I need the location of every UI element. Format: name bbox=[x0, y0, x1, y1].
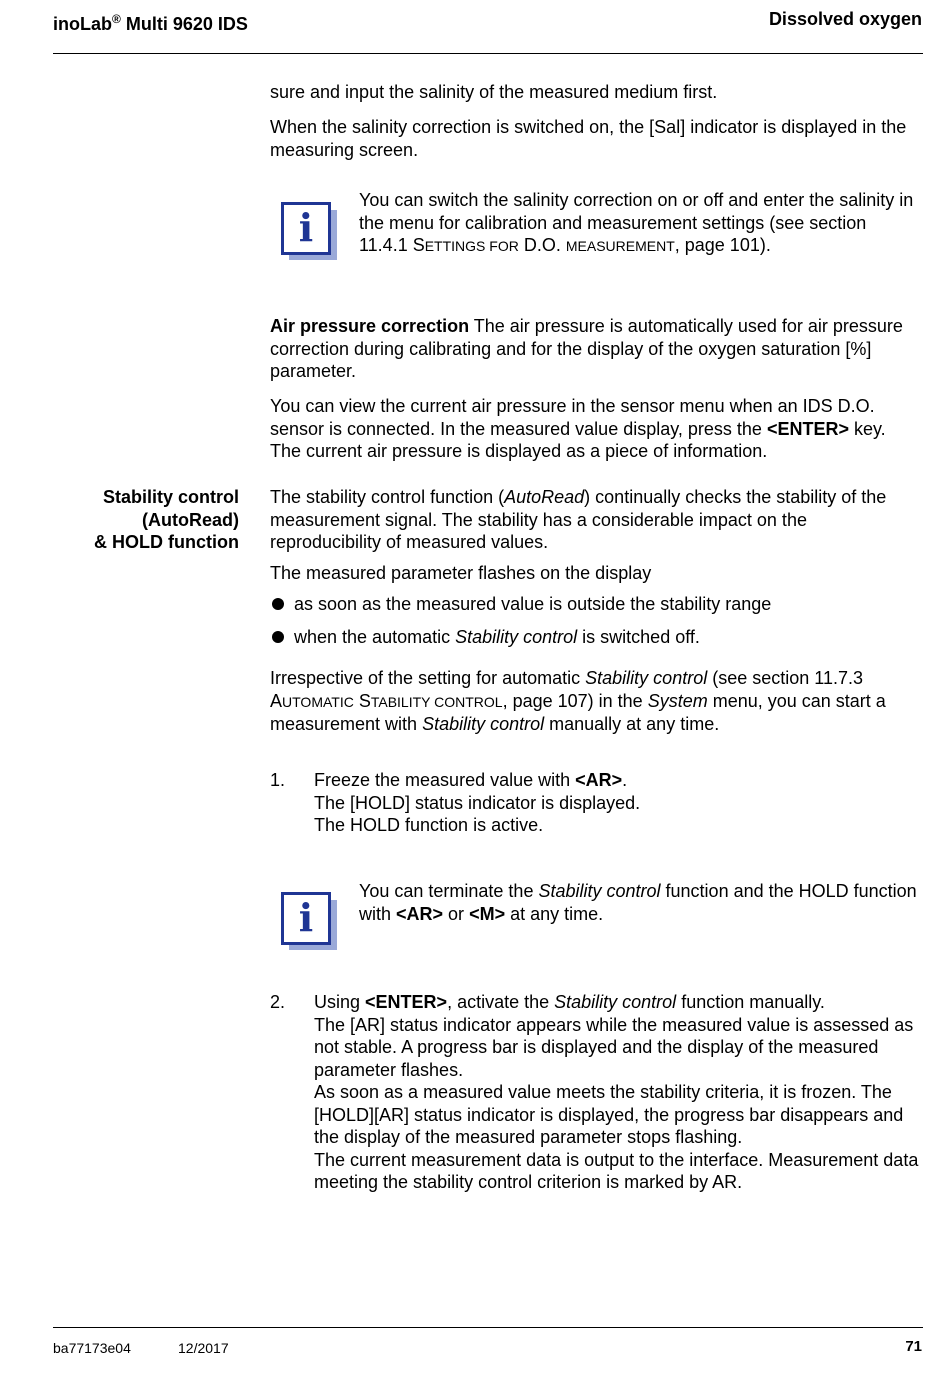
salinity-paragraph-1: sure and input the salinity of the measured medium first. bbox=[270, 82, 718, 102]
step-1-text: Freeze the measured value with <AR>. The [HOLD] status indicator is displayed. The HOLD function is active. bbox=[314, 770, 641, 835]
footer-rule bbox=[53, 1327, 923, 1328]
stability-side-heading: Stability control (AutoRead) & HOLD function bbox=[94, 487, 239, 552]
air-pressure-paragraph-2: You can view the current air pressure in the sensor menu when an IDS D.O. sensor is connected. In the measured value display, press the <ENTER> key. The current air pressure is displayed as a piece of information. bbox=[270, 396, 886, 461]
stability-bullet-2: when the automatic Stability control is switched off. bbox=[294, 627, 700, 647]
air-pressure-paragraph-1: Air pressure correction The air pressure is automatically used for air pressure correction during calibrating and for the display of the oxygen saturation [%] parameter. bbox=[270, 316, 903, 381]
stability-paragraph-1: The stability control function (AutoRead) continually checks the stability of the measurement signal. The stability has a considerable impact on the reproducibility of measured values. bbox=[270, 487, 887, 552]
step-2-number: 2. bbox=[270, 992, 286, 1012]
info-icon: i bbox=[281, 892, 337, 950]
footer-date: 12/2017 bbox=[178, 1340, 229, 1356]
salinity-paragraph-2: When the salinity correction is switched on, the [Sal] indicator is displayed in the measuring screen. bbox=[270, 117, 907, 160]
stability-paragraph-3: Irrespective of the setting for automatic Stability control (see section 11.7.3 AUTOMATIC STABILITY CONTROL, page 107) in the System menu, you can start a measurement with Stability control manually at any time. bbox=[270, 668, 886, 734]
stability-bullet-1: as soon as the measured value is outside the stability range bbox=[294, 594, 772, 614]
step-1-number: 1. bbox=[270, 770, 286, 790]
salinity-info-note: You can switch the salinity correction on or off and enter the salinity in the menu for calibration and measurement settings (see section 11.4.1 SETTINGS FOR D.O. MEASUREMENT, page 101). bbox=[359, 190, 914, 255]
bullet-dot bbox=[272, 631, 284, 643]
hold-info-note: You can terminate the Stability control function and the HOLD function with <AR> or <M> at any time. bbox=[359, 881, 917, 924]
footer-page-number: 71 bbox=[905, 1338, 922, 1355]
header-rule bbox=[53, 53, 923, 54]
header-product: inoLab® Multi 9620 IDS bbox=[53, 12, 248, 34]
footer-document-id: ba77173e04 bbox=[53, 1340, 131, 1356]
info-icon: i bbox=[281, 202, 337, 260]
stability-paragraph-2: The measured parameter flashes on the display bbox=[270, 563, 652, 583]
air-pressure-heading: Air pressure correction bbox=[270, 316, 470, 336]
step-2-text: Using <ENTER>, activate the Stability control function manually. The [AR] status indicator appears while the measured value is assessed as not stable. A progress bar is displayed and the display of the measured parameter flashes. As soon as a measured value meets the stability criteria, it is frozen. The [HOLD][AR] status indicator is displayed, the progress bar disappears and the display of the measured parameter stops flashing. The current measurement data is output to the interface. Measurement data meeting the stability control criterion is marked by AR. bbox=[314, 992, 919, 1192]
bullet-dot bbox=[272, 598, 284, 610]
header-section-title: Dissolved oxygen bbox=[768, 9, 922, 29]
